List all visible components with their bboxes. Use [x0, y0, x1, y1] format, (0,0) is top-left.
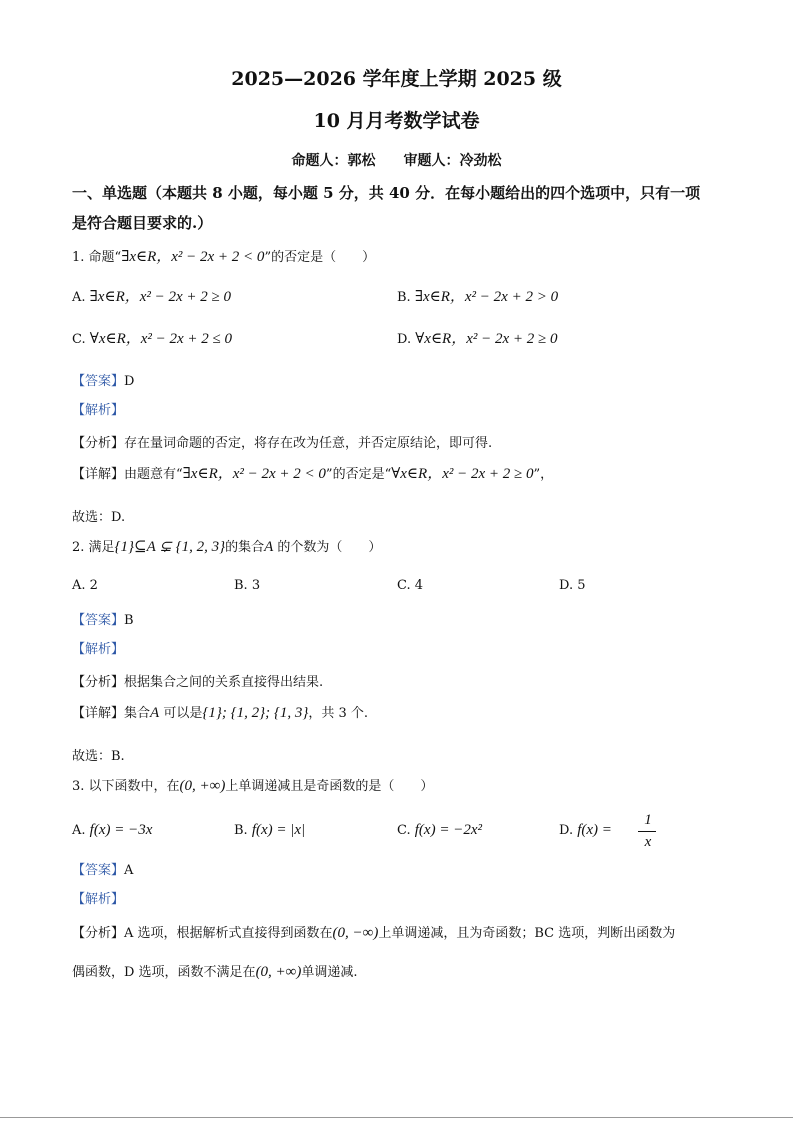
q1-choose: 故选：D. [72, 510, 126, 525]
option-math: f(x) = |x| [251, 822, 306, 838]
q2-option-d [559, 578, 586, 593]
stem-prefix: 2. 满足 [72, 540, 115, 555]
q2-analysis-tag [72, 638, 124, 657]
answer-value: A [124, 863, 134, 878]
q2-option-a [72, 578, 98, 593]
q2-option-b [234, 578, 260, 593]
section-heading-line2: 是符合题目要求的.） [72, 214, 213, 232]
stem-suffix: ”的否定是（ ） [264, 250, 376, 265]
q2-choose: 故选：B. [72, 749, 125, 764]
answer-tag: 【答案】 [72, 613, 125, 628]
option-text: 5 [577, 578, 586, 593]
analysis-tag: 【解析】 [72, 403, 125, 418]
q1-answer [72, 370, 134, 389]
answer-tag: 【答案】 [72, 374, 125, 389]
fenxi-math: (0, +∞) [255, 964, 302, 980]
fenxi-text: 根据集合之间的关系直接得出结果. [124, 675, 324, 690]
stem-prefix: 3. 以下函数中，在 [72, 779, 180, 794]
exam-title-line1: 2025—2026 学年度上学期 2025 级 [231, 68, 562, 90]
fenxi-tag: 【分析】 [72, 436, 125, 451]
q2-option-c [397, 578, 423, 593]
page-bottom-divider [0, 1117, 793, 1118]
option-text: 4 [414, 578, 424, 593]
stem-math: (0, +∞) [179, 778, 226, 794]
fenxi-text: 单调递减. [301, 965, 358, 980]
q3-answer [72, 859, 133, 878]
fenxi-tag: 【分析】 [72, 926, 125, 941]
fenxi-math: (0, −∞) [332, 925, 379, 941]
answer-value: D [124, 374, 135, 389]
option-math: f(x) = −3x [89, 822, 153, 838]
fenxi-text: 偶函数，D 选项，函数不满足在 [72, 965, 256, 980]
q3-fenxi-line1 [72, 922, 675, 942]
option-label: C. [397, 578, 411, 593]
detail-math: {1}; {1, 2}; {1, 3} [202, 705, 309, 721]
q2-detail [72, 702, 368, 722]
stem-mid: 的集合 [225, 540, 265, 555]
q1-option-b [397, 285, 558, 306]
q1-option-c [72, 327, 232, 348]
fenxi-text: 上单调递减，且为奇函数；BC 选项，判断出函数为 [378, 926, 676, 941]
detail-text: 集合 [124, 706, 151, 721]
option-text: 3 [251, 578, 261, 593]
option-label: A. [72, 290, 86, 305]
option-label: D. [397, 332, 412, 347]
q3-analysis-tag [72, 888, 124, 907]
option-label: A. [72, 823, 86, 838]
option-label: A. [72, 578, 86, 593]
fenxi-text: A 选项，根据解析式直接得到函数在 [124, 926, 333, 941]
detail-text: ”的否定是“ [325, 467, 392, 482]
detail-math: ∃x∈R，x² − 2x + 2 < 0 [182, 466, 326, 482]
detail-var: A [150, 705, 160, 721]
fraction-bar [638, 831, 656, 832]
option-math-lhs: f(x) = [577, 822, 612, 838]
detail-text: 由题意有“ [124, 467, 183, 482]
option-math: ∀x∈R，x² − 2x + 2 ≥ 0 [415, 331, 558, 347]
option-math: ∃x∈R，x² − 2x + 2 > 0 [414, 289, 559, 305]
question-2-stem [72, 536, 381, 556]
fenxi-tag: 【分析】 [72, 675, 125, 690]
q1-option-d [397, 327, 558, 348]
detail-text: ，共 3 个. [308, 706, 368, 721]
q3-option-b [234, 822, 305, 839]
detail-tag: 【详解】 [72, 467, 125, 482]
stem-prefix: 1. 命题“ [72, 250, 122, 265]
stem-var: A [264, 539, 274, 555]
option-text: 2 [89, 578, 98, 593]
q3-fenxi-line2 [72, 961, 358, 981]
q2-fenxi [72, 671, 323, 690]
stem-suffix: 上单调递减且是奇函数的是（ ） [225, 779, 434, 794]
question-3-stem [72, 775, 433, 795]
q3-option-d [559, 822, 612, 839]
option-label: B. [234, 578, 248, 593]
q1-option-a [72, 285, 231, 306]
detail-tag: 【详解】 [72, 706, 125, 721]
exam-title-line2: 10 月月考数学试卷 [313, 110, 480, 132]
q3-option-a [72, 822, 152, 839]
stem-suffix: 的个数为（ ） [273, 540, 382, 555]
answer-tag: 【答案】 [72, 863, 125, 878]
section-heading-line1: 一、单选题（本题共 8 小题，每小题 5 分，共 40 分．在每小题给出的四个选项中，只有一项 [72, 184, 701, 202]
option-label: B. [234, 823, 248, 838]
option-label: C. [72, 332, 86, 347]
question-1-stem [72, 245, 375, 266]
option-label: B. [397, 290, 411, 305]
fraction-denominator: x [644, 834, 652, 850]
option-math: ∀x∈R，x² − 2x + 2 ≤ 0 [89, 331, 233, 347]
authors-line: 命题人：郭松 审题人：冷劲松 [291, 153, 502, 169]
analysis-tag: 【解析】 [72, 892, 125, 907]
option-label: D. [559, 578, 574, 593]
stem-math: ∃x∈R，x² − 2x + 2 < 0 [121, 249, 265, 265]
fraction-numerator: 1 [644, 812, 652, 828]
stem-math: {1}⊆A ⊊ {1, 2, 3} [114, 539, 226, 555]
option-math: ∃x∈R，x² − 2x + 2 ≥ 0 [89, 289, 232, 305]
q2-answer [72, 609, 134, 628]
q1-detail [72, 462, 553, 483]
option-label: D. [559, 823, 574, 838]
q1-fenxi [72, 432, 492, 451]
detail-text: 可以是 [159, 706, 203, 721]
q3-option-c [397, 822, 482, 839]
analysis-tag: 【解析】 [72, 642, 125, 657]
q1-analysis-tag [72, 399, 124, 418]
fenxi-text: 存在量词命题的否定，将存在改为任意，并否定原结论，即可得. [124, 436, 493, 451]
detail-math: ∀x∈R，x² − 2x + 2 ≥ 0 [391, 466, 534, 482]
option-math: f(x) = −2x² [414, 822, 482, 838]
option-label: C. [397, 823, 411, 838]
answer-value: B [124, 613, 134, 628]
detail-text: ”， [533, 467, 554, 482]
